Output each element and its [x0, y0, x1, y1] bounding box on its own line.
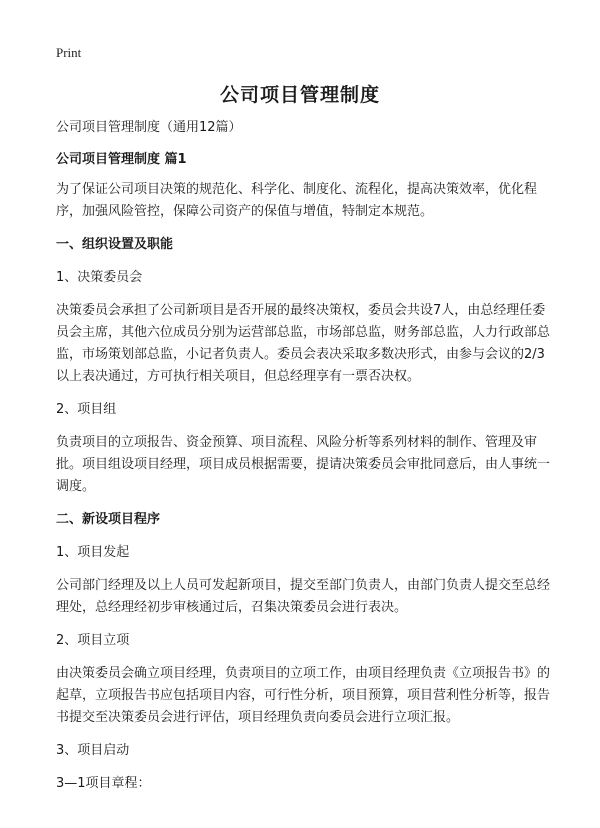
page-title: 公司项目管理制度: [219, 84, 380, 106]
print-label: Print: [56, 45, 82, 60]
article-heading: 公司项目管理制度 篇1: [56, 152, 187, 167]
subsection-heading-1-1: 1、决策委员会: [56, 270, 143, 285]
document-subtitle: 公司项目管理制度（通用12篇）: [56, 120, 242, 135]
subsection-body-1-1: 决策委员会承担了公司新项目是否开展的最终决策权，委员会共设7人，由总经理任委员会主席，其他六位成员分别为运营部总监，市场部总监，财务部总监，人力行政部总监，市场策划部总监，小记者负责人。委员会表决采取多数决形式，由参与会议的2/3以上表决通过，方可执行相关项目，但总经理享有一票否决权。: [56, 303, 551, 384]
subsection-heading-2-2: 2、项目立项: [56, 633, 130, 648]
subsection-body-2-2: 由决策委员会确立项目经理，负责项目的立项工作，由项目经理负责《立项报告书》的起草，立项报告书应包括项目内容，可行性分析，项目预算，项目营利性分析等，报告书提交至决策委员会进行评估，项目经理负责向委员会进行立项汇报。: [56, 666, 551, 725]
subsection-body-2-1: 公司部门经理及以上人员可发起新项目，提交至部门负责人，由部门负责人提交至总经理处，总经理经初步审核通过后，召集决策委员会进行表决。: [56, 578, 551, 615]
section-heading-1: 一、组织设置及职能: [56, 237, 174, 252]
project-charter-line: 3—1项目章程：: [56, 776, 151, 791]
subsection-body-1-2: 负责项目的立项报告、资金预算、项目流程、风险分析等系列材料的制作、管理及审批。项目组设项目经理，项目成员根据需要，提请决策委员会审批同意后，由人事统一调度。: [56, 435, 551, 494]
intro-paragraph: 为了保证公司项目决策的规范化、科学化、制度化、流程化，提高决策效率，优化程序，加强风险管控，保障公司资产的保值与增值，特制定本规范。: [56, 182, 538, 219]
subsection-heading-2-1: 1、项目发起: [56, 545, 130, 560]
subsection-heading-2-3: 3、项目启动: [56, 743, 130, 758]
document-body: [56, 117, 556, 806]
subsection-heading-1-2: 2、项目组: [56, 402, 117, 417]
section-heading-2: 二、新设项目程序: [56, 512, 161, 527]
